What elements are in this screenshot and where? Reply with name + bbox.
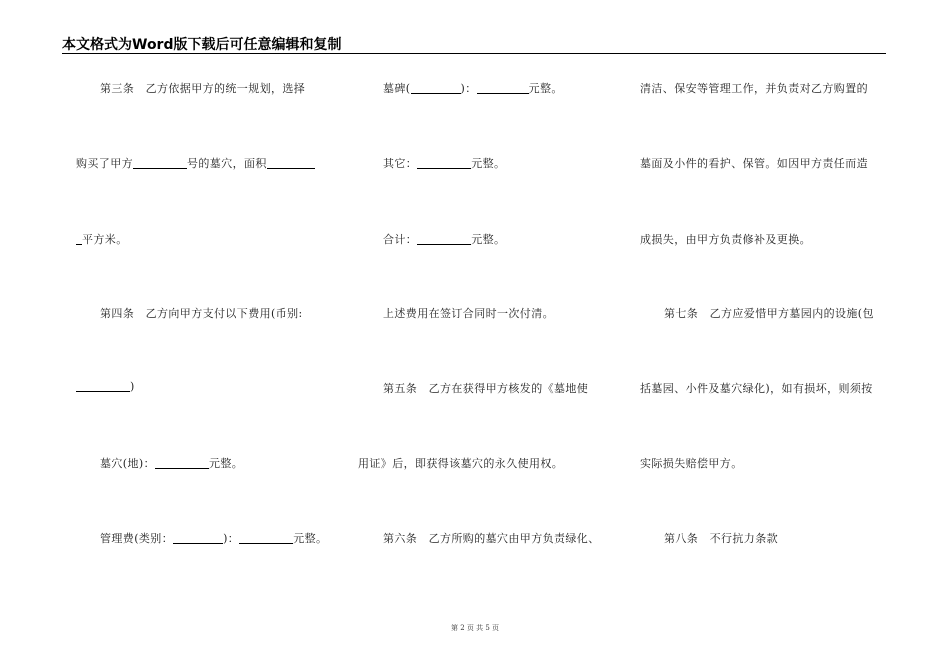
document-header: 本文格式为Word版下载后可任意编辑和复制 bbox=[62, 37, 342, 53]
clause-4-line-2 bbox=[76, 380, 135, 393]
clause-5-line-1: 第五条 乙方在获得甲方核发的《墓地使 bbox=[383, 382, 589, 395]
text-segment: 号的墓穴，面积 bbox=[187, 157, 267, 170]
text-segment: 其它： bbox=[383, 157, 418, 170]
fill-blank bbox=[267, 157, 315, 169]
clause-7-line-2: 括墓园、小件及墓穴绿化)，如有损坏，则须按 bbox=[640, 382, 873, 395]
fill-blank bbox=[417, 157, 471, 169]
text-segment: 购买了甲方 bbox=[76, 157, 133, 170]
fill-blank bbox=[239, 532, 293, 544]
payment-note: 上述费用在签订合同时一次付清。 bbox=[383, 307, 554, 320]
clause-4-line-3 bbox=[100, 455, 243, 471]
text-segment: 元整。 bbox=[208, 457, 244, 470]
clause-6-line-2: 清洁、保安等管理工作，并负责对乙方购置的 bbox=[640, 82, 868, 95]
clause-5-line-2: 用证》后，即获得该墓穴的永久使用权。 bbox=[358, 457, 564, 470]
text-segment: 管理费(类别： bbox=[100, 532, 174, 545]
fill-blank bbox=[417, 233, 471, 245]
page-number: 第 2 页 共 5 页 bbox=[450, 624, 500, 632]
text-segment: 合计： bbox=[383, 233, 418, 246]
clause-8-heading: 第八条 不行抗力条款 bbox=[664, 532, 778, 545]
text-segment: 墓穴(地)： bbox=[100, 457, 155, 470]
clause-3-line-2 bbox=[76, 155, 315, 171]
clause-6-line-4: 成损失，由甲方负责修补及更换。 bbox=[640, 233, 811, 246]
clause-7-line-1: 第七条 乙方应爱惜甲方墓园内的设施(包 bbox=[664, 307, 874, 320]
fill-blank bbox=[133, 157, 187, 169]
fill-blank bbox=[173, 532, 223, 544]
fee-other bbox=[383, 155, 505, 171]
text-segment: )： bbox=[460, 82, 477, 95]
fill-blank bbox=[155, 457, 209, 469]
clause-4-line-1: 第四条 乙方向甲方支付以下费用(币别: bbox=[100, 307, 303, 320]
text-segment: 墓碑( bbox=[383, 82, 411, 95]
text-segment: 元整。 bbox=[528, 82, 563, 95]
fill-blank bbox=[477, 82, 529, 94]
clause-6-line-1: 第六条 乙方所购的墓穴由甲方负责绿化、 bbox=[383, 532, 600, 545]
text-segment: )： bbox=[223, 532, 240, 545]
text-segment: 元整。 bbox=[471, 157, 506, 170]
fill-blank bbox=[411, 82, 461, 94]
fee-total bbox=[383, 231, 505, 247]
fee-tombstone bbox=[383, 80, 563, 96]
text-segment: ) bbox=[130, 380, 135, 393]
text-segment: 平方米。 bbox=[82, 233, 128, 246]
clause-3-line-1: 第三条 乙方依据甲方的统一规划，选择 bbox=[100, 82, 306, 95]
text-segment: 元整。 bbox=[293, 532, 328, 545]
clause-7-line-3: 实际损失赔偿甲方。 bbox=[640, 457, 743, 470]
clause-4-line-4 bbox=[100, 530, 327, 546]
text-segment: 元整。 bbox=[471, 233, 506, 246]
header-rule bbox=[62, 53, 886, 54]
clause-6-line-3: 墓面及小件的看护、保管。如因甲方责任而造 bbox=[640, 157, 868, 170]
clause-3-line-3 bbox=[76, 231, 128, 247]
fill-blank bbox=[76, 380, 130, 392]
